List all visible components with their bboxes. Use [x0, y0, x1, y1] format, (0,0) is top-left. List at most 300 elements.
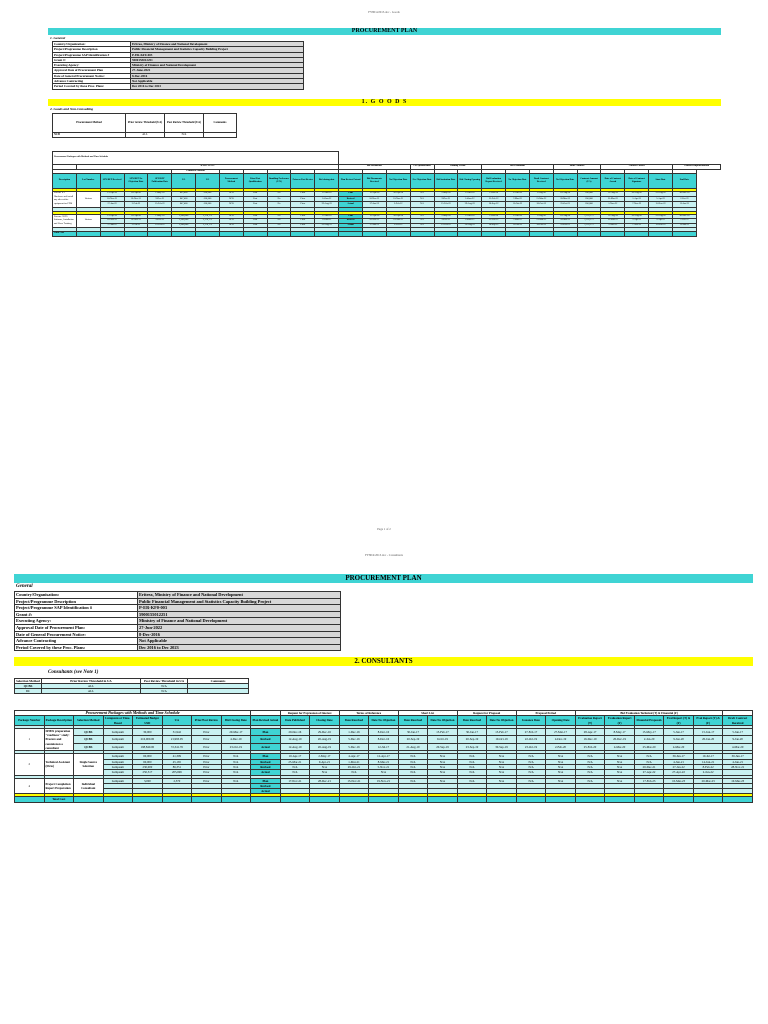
total-cell	[386, 232, 410, 237]
table-cell: 5-Apr-22	[649, 219, 673, 224]
table-cell: 25-Aug-20	[649, 214, 673, 219]
table-cell: N/A	[546, 764, 576, 769]
table-cell: 27-Jan-22	[100, 223, 124, 228]
table-cell: 20-Apr-20	[124, 214, 148, 219]
table-cell: 17-Nov-21	[280, 778, 310, 783]
table-cell: 15-Apr-20	[362, 192, 386, 197]
table-cell: 26-Aug-19	[310, 743, 340, 751]
column-header: Estimated Budget USD	[133, 716, 163, 726]
table-cell: N/A	[398, 754, 428, 759]
table-cell: 15-Jun-20	[315, 192, 339, 197]
page1-header: FY80/4/2013.doc - Goods	[368, 10, 400, 14]
table-cell: 15-Oct-22	[506, 202, 530, 207]
table-cell: QCBS	[74, 736, 104, 743]
total-cell	[310, 797, 340, 802]
total-cell	[124, 232, 148, 237]
total-cell	[15, 797, 45, 802]
table-cell: 3-Feb-22	[124, 223, 148, 228]
package-number: 2	[15, 754, 45, 775]
packages-title: Procurement Packages with Methods and Time Schedule	[15, 711, 251, 716]
table-cell: 3-Feb-22	[386, 202, 410, 207]
table-cell: 1-Dec-16	[339, 728, 369, 735]
table-cell: 22-Oct-19	[516, 736, 546, 743]
table-cell: N/A	[605, 754, 635, 759]
general-key: Project/Programme SAP Identification #	[15, 605, 138, 612]
table-cell: N/A	[428, 759, 458, 764]
lot-number: Various	[76, 214, 100, 228]
general-value: Not Applicable	[138, 638, 341, 645]
table-cell: 5-Dec-16	[339, 743, 369, 751]
table-cell: 10-Nov-21	[100, 197, 124, 202]
table-cell: N/A	[428, 778, 458, 783]
table-cell: N/A	[310, 770, 340, 775]
total-cell	[723, 797, 753, 802]
table-cell: 4-Jun-21	[664, 759, 694, 764]
threshold-header: Comments	[204, 114, 237, 133]
table-cell: 8-Mar-21	[369, 759, 399, 764]
page2-threshold-table	[14, 678, 249, 694]
package-number: 1	[15, 728, 45, 750]
total-cell	[196, 232, 220, 237]
table-cell: N/A	[575, 764, 605, 769]
table-cell: N/A	[457, 764, 487, 769]
table-cell: Actual	[251, 789, 281, 794]
total-cell	[362, 232, 386, 237]
item-description: Procure ICT Hardware and install any other office equipment for PFM	[53, 192, 77, 207]
selection-method: Individual Consultant	[74, 778, 104, 794]
table-cell: 15-Feb-22	[148, 202, 172, 207]
table-cell: 1-Mar-21	[339, 759, 369, 764]
table-cell: 27-Apr-22	[664, 770, 694, 775]
table-cell: 15-Jun-20	[458, 192, 482, 197]
general-row	[15, 618, 341, 625]
table-cell: 26-Aug-19	[310, 736, 340, 743]
table-cell: 20-Sep-19	[428, 743, 458, 751]
table-cell: 14-Jun-21	[693, 759, 723, 764]
table-cell: Post	[243, 214, 267, 219]
table-cell: 14-Jan-22	[458, 219, 482, 224]
table-cell: 2,000,000	[172, 223, 196, 228]
total-cell	[192, 797, 222, 802]
table-cell: No	[267, 192, 291, 197]
general-key: Period Covered by these Proc. Plans:	[53, 84, 131, 89]
table-cell: 4-Mar-20	[605, 743, 635, 751]
table-cell: 25-Mar-22	[601, 219, 625, 224]
general-value: Public Financial Management and Statistics Capacity Building Project	[131, 47, 304, 52]
table-cell: 15-Apr-20	[100, 192, 124, 197]
table-cell: 847,400	[172, 202, 196, 207]
table-cell: 15-Nov-22	[649, 202, 673, 207]
table-cell: N/A	[410, 214, 434, 219]
column-header: No Objection Date	[506, 174, 530, 189]
group-header: Short List	[398, 711, 457, 716]
table-cell: Prior	[192, 728, 222, 735]
total-cell	[221, 797, 251, 802]
general-row	[15, 631, 341, 638]
column-header: Evaluation Report (T)	[575, 716, 605, 726]
table-cell: 86,351	[162, 764, 192, 769]
table-cell: Revised	[251, 759, 281, 764]
table-cell: 9-Jan-20	[723, 736, 753, 743]
total-cell	[457, 797, 487, 802]
column-header: Plan Revised Actual	[251, 716, 281, 726]
table-cell: N/A	[398, 778, 428, 783]
group-header: Bid Evaluation	[482, 165, 554, 170]
table-cell: QCBS	[74, 743, 104, 751]
table-cell: 650,000	[196, 202, 220, 207]
table-cell: 15-Apr-20	[362, 214, 386, 219]
column-header: SPN/RFP No Objection Date	[124, 174, 148, 189]
general-value: 8-Dec-2016	[138, 631, 341, 638]
table-row	[15, 743, 753, 751]
threshold-cell	[188, 689, 249, 694]
table-cell: Revised	[251, 736, 281, 743]
table-cell: Prior	[192, 764, 222, 769]
table-cell: 30-Jan-17	[398, 728, 428, 735]
table-cell: Actual	[339, 223, 363, 228]
table-cell: Plan	[251, 754, 281, 759]
table-cell: 1-Nov-22	[601, 202, 625, 207]
general-value: Dec 2016 to Dec 2023	[131, 84, 304, 89]
table-cell: No	[267, 197, 291, 202]
total-cell	[428, 797, 458, 802]
table-cell: 60,000	[133, 759, 163, 764]
table-cell: 27-Jan-22	[664, 764, 694, 769]
total-cell	[625, 232, 649, 237]
column-header: Date Received	[457, 716, 487, 726]
table-cell: 29-Aug-22	[458, 223, 482, 228]
general-row	[15, 592, 341, 599]
table-cell	[693, 743, 723, 751]
threshold-header: Post Review Threshold (UA)	[165, 114, 204, 133]
table-cell: 27-Apr-22	[634, 770, 664, 775]
table-cell: Revised	[339, 219, 363, 224]
table-cell: 12-Apr-17	[369, 754, 399, 759]
total-cell	[398, 797, 428, 802]
table-cell: 1-Aug-20	[529, 192, 553, 197]
table-cell: N/A	[280, 764, 310, 769]
table-cell: 25-Mar-22	[601, 197, 625, 202]
column-row	[53, 174, 721, 189]
column-header: Date No Objection	[487, 716, 517, 726]
table-cell: 1-May-20	[434, 214, 458, 219]
table-cell: 20-Mar-22	[553, 197, 577, 202]
table-cell: 4-Mar-20	[664, 743, 694, 751]
column-header: SPN/RFP Received	[100, 174, 124, 189]
column-header: Package Description	[44, 716, 74, 726]
package-description: Project Completion Report Preparation	[44, 778, 74, 794]
threshold-cell	[204, 133, 237, 138]
table-cell: 1-Nov-22	[601, 223, 625, 228]
general-value: Dec 2016 to Dec 2023	[138, 644, 341, 651]
table-cell: 21-Aug-19	[398, 743, 428, 751]
total-cell	[76, 232, 100, 237]
lot-number: Various	[76, 192, 100, 207]
table-cell: 23-Oct-19	[516, 743, 546, 751]
page2-packages-table	[14, 710, 753, 803]
total-cell	[577, 232, 601, 237]
table-cell: Prior	[291, 219, 315, 224]
total-cell	[339, 232, 363, 237]
column-header: Evaluation Report (F)	[605, 716, 635, 726]
table-cell: N/A	[575, 759, 605, 764]
total-cell	[148, 232, 172, 237]
total-cell	[482, 232, 506, 237]
column-header: Package Number	[15, 716, 45, 726]
table-cell: 20-Dec-21	[634, 764, 664, 769]
table-cell: N/A	[575, 778, 605, 783]
table-cell: 20-Sep-19	[398, 736, 428, 743]
table-cell: 4-Mar-20	[723, 743, 753, 751]
total-cell	[546, 797, 576, 802]
page1-footer: Page 1 of 2	[377, 527, 391, 531]
table-cell: 16-Dec-19	[575, 736, 605, 743]
table-cell: 15-Apr-20	[100, 214, 124, 219]
table-cell: Post	[243, 192, 267, 197]
table-cell: NCB	[219, 219, 243, 224]
table-cell: Plan	[339, 214, 363, 219]
column-header: Eval Report (T) & (F)	[664, 716, 694, 726]
table-cell: 15-Jul-20	[482, 214, 506, 219]
total-cell	[434, 232, 458, 237]
table-cell: 25-Oct-22	[553, 202, 577, 207]
general-key: Executing Agency:	[15, 618, 138, 625]
total-cell	[251, 797, 281, 802]
table-cell: 15-Mar-22	[529, 197, 553, 202]
table-cell: 30-Jan-17	[457, 728, 487, 735]
table-cell: Plan	[339, 192, 363, 197]
table-cell: Revised	[251, 783, 281, 788]
column-header: Opening Date	[546, 716, 576, 726]
table-cell: 45,165	[162, 759, 192, 764]
table-cell: 28-Dec-21	[310, 778, 340, 783]
table-cell: NCB	[219, 214, 243, 219]
table-cell: N/A	[634, 754, 664, 759]
table-cell: NCB	[219, 197, 243, 202]
table-cell: 30-Nov-20	[672, 214, 696, 219]
column-header: Prior/Post Qualification	[243, 174, 267, 189]
table-cell: 205,696	[162, 770, 192, 775]
table-cell: 15-Nov-22	[649, 223, 673, 228]
threshold-header: Prior review Threshold (UA)	[126, 114, 165, 133]
table-cell: Plan	[251, 728, 281, 735]
table-cell: 28-Nov-21	[723, 764, 753, 769]
page2-header: FY80/4/2013.doc - Consultants	[365, 553, 403, 557]
table-cell: 2-Jun-22	[693, 770, 723, 775]
table-cell: 2,370,175	[577, 214, 601, 219]
table-cell: 15-Jul-20	[482, 192, 506, 197]
general-value: Public Financial Management and Statistics Capacity Building Project	[138, 598, 341, 605]
general-key: Project/Programme SAP Identification #	[53, 52, 131, 57]
table-cell: Lumpsum	[103, 778, 133, 783]
table-cell: 198,840.00	[133, 743, 163, 751]
table-cell: 15-Feb-22	[148, 223, 172, 228]
table-cell: 216,000.00	[133, 736, 163, 743]
general-key: Project/Programme Description	[53, 47, 131, 52]
table-cell: 7-Mar-22	[506, 219, 530, 224]
table-cell: 29-Dec-16	[280, 728, 310, 735]
general-key: Country/Organisation:	[15, 592, 138, 599]
threshold-header: Procurement Method	[53, 114, 126, 133]
table-cell: Post	[243, 223, 267, 228]
page2-consult-label: Consultants (see Note 1)	[48, 670, 99, 675]
table-cell: 250,517	[133, 770, 163, 775]
column-header: Selection Method	[74, 716, 104, 726]
table-cell: Prior	[192, 743, 222, 751]
table-cell: 20-Mar-23	[693, 778, 723, 783]
table-cell: Revised	[251, 764, 281, 769]
page2-general-label: General	[16, 584, 33, 589]
column-header: Lot Number	[76, 174, 100, 189]
general-key: Project/Programme Description	[15, 598, 138, 605]
group-header: Contract Award	[601, 165, 673, 170]
general-value: 27-Jun-2022	[138, 624, 341, 631]
table-cell: 1-May-20	[434, 192, 458, 197]
table-cell: Lumpsum	[103, 728, 133, 735]
table-cell: N/A	[487, 754, 517, 759]
table-cell: 1-May-20	[148, 214, 172, 219]
table-cell: Post	[243, 202, 267, 207]
table-cell: 14-Jan-22	[315, 197, 339, 202]
general-row	[15, 605, 341, 612]
table-cell: 10-Aug-20	[553, 214, 577, 219]
column-header: Bid Evaluation Report Received	[482, 174, 506, 189]
table-cell: Lumpsum	[103, 770, 133, 775]
table-cell: Prior	[291, 202, 315, 207]
table-cell: 15-Aug-20	[601, 192, 625, 197]
table-cell: 10-Nov-21	[362, 197, 386, 202]
table-cell: 4-Jun-21	[723, 759, 753, 764]
threshold-header: Comments	[188, 679, 249, 684]
table-cell: Lumpsum	[103, 743, 133, 751]
table-cell: N/A	[457, 759, 487, 764]
column-header: End Date	[672, 174, 696, 189]
table-cell: 29-Aug-22	[315, 202, 339, 207]
table-cell: N/A	[221, 770, 251, 775]
general-value: Ministry of Finance and National Development	[131, 63, 304, 68]
table-cell: Prior	[192, 754, 222, 759]
general-key: Advance Contracting	[15, 638, 138, 645]
table-cell: 3-Feb-22	[124, 202, 148, 207]
table-cell: Post	[243, 197, 267, 202]
general-value: 27-June-2022	[131, 68, 304, 73]
threshold-cell: ALL	[42, 689, 141, 694]
threshold-header: Post Review Threshold in UA	[141, 679, 188, 684]
page1-general-table	[52, 41, 304, 90]
table-cell: N/A	[280, 770, 310, 775]
table-cell: N/A	[221, 778, 251, 783]
table-cell: 2,000,000	[172, 214, 196, 219]
table-cell: Lumpsum	[103, 764, 133, 769]
total-cell	[133, 797, 163, 802]
threshold-cell: N/A	[141, 689, 188, 694]
table-cell: 4-Dec-19	[221, 736, 251, 743]
column-header: Date Received	[339, 716, 369, 726]
total-cell	[605, 797, 635, 802]
table-cell: 30,000	[133, 728, 163, 735]
table-cell: 30-Nov-20	[672, 192, 696, 197]
total-cell	[458, 232, 482, 237]
table-cell: 27-Feb-17	[516, 728, 546, 735]
general-key: Executing Agency:	[53, 63, 131, 68]
threshold-cell: IC	[15, 689, 42, 694]
table-cell: 30-Jun-17	[723, 754, 753, 759]
table-cell: 15-Feb-22	[434, 223, 458, 228]
table-cell: 21,993.05	[162, 736, 192, 743]
table-cell: N/A	[410, 197, 434, 202]
table-cell: 30-Sep-22	[482, 223, 506, 228]
page1-packages-table	[52, 151, 721, 237]
table-cell: 19-Nov-21	[369, 778, 399, 783]
table-cell: 9-Apr-21	[310, 759, 340, 764]
table-cell: N/A	[487, 770, 517, 775]
table-cell: Prior	[192, 736, 222, 743]
table-cell: 2,370,175	[577, 219, 601, 224]
table-cell: 20-Aug-20	[625, 214, 649, 219]
table-cell: Post	[243, 219, 267, 224]
table-cell: N/A	[457, 770, 487, 775]
table-cell: 15-Jun-20	[458, 214, 482, 219]
column-header: Bundling Preference (Y/N)	[267, 174, 291, 189]
table-cell: 650,000	[577, 192, 601, 197]
packages-title: Procurement Packages with Methods and Time Schedule	[53, 152, 339, 165]
column-header: Draft Contract Received	[529, 174, 553, 189]
table-cell: QCBS	[74, 728, 104, 735]
table-cell: 20-Dec-19	[605, 736, 635, 743]
total-cell	[315, 232, 339, 237]
table-cell: 7-Nov-22	[625, 202, 649, 207]
general-key: Grant #:	[53, 57, 131, 62]
general-key: Country/Organization:	[53, 42, 131, 47]
table-cell: 2,370,175	[196, 214, 220, 219]
total-cell	[553, 232, 577, 237]
package-number: 4	[15, 778, 45, 794]
table-cell: N/A	[546, 770, 576, 775]
group-header: Contract Implementation	[672, 165, 720, 170]
table-cell: 8-Feb-22	[693, 764, 723, 769]
table-cell: 9-Dec-21	[434, 219, 458, 224]
table-cell: 25-Aug-20	[649, 192, 673, 197]
column-row	[15, 716, 753, 726]
table-cell: N/A	[339, 770, 369, 775]
page1-goods-band: 1. G O O D S	[48, 99, 721, 106]
table-cell: 29-Mar-17	[221, 728, 251, 735]
table-cell: 15-Aug-20	[601, 214, 625, 219]
total-cell	[100, 232, 124, 237]
table-cell: 25-Feb-22	[482, 219, 506, 224]
total-cell	[664, 797, 694, 802]
table-cell: N/A	[487, 764, 517, 769]
table-cell: 12-Aug-19	[280, 736, 310, 743]
table-cell: 847,400	[172, 197, 196, 202]
table-cell: N/A	[516, 754, 546, 759]
table-cell: 16-Nov-21	[386, 219, 410, 224]
table-cell: 7-Nov-22	[625, 223, 649, 228]
table-cell: NCB	[219, 223, 243, 228]
total-cell	[575, 797, 605, 802]
table-cell: 29-Dec-16	[310, 728, 340, 735]
group-header: Request for Expression of Interest	[280, 711, 339, 716]
table-cell: 2,370,175	[196, 219, 220, 224]
table-cell: 2-Feb-20	[546, 743, 576, 751]
table-cell: N/A	[605, 770, 635, 775]
general-value: 8-Dec-2016	[131, 73, 304, 78]
total-cell	[649, 232, 673, 237]
table-cell: No	[267, 219, 291, 224]
table-cell: 15-Jun-17	[693, 728, 723, 735]
table-cell: 20-Apr-20	[124, 192, 148, 197]
table-cell: 16-Nov-21	[124, 197, 148, 202]
